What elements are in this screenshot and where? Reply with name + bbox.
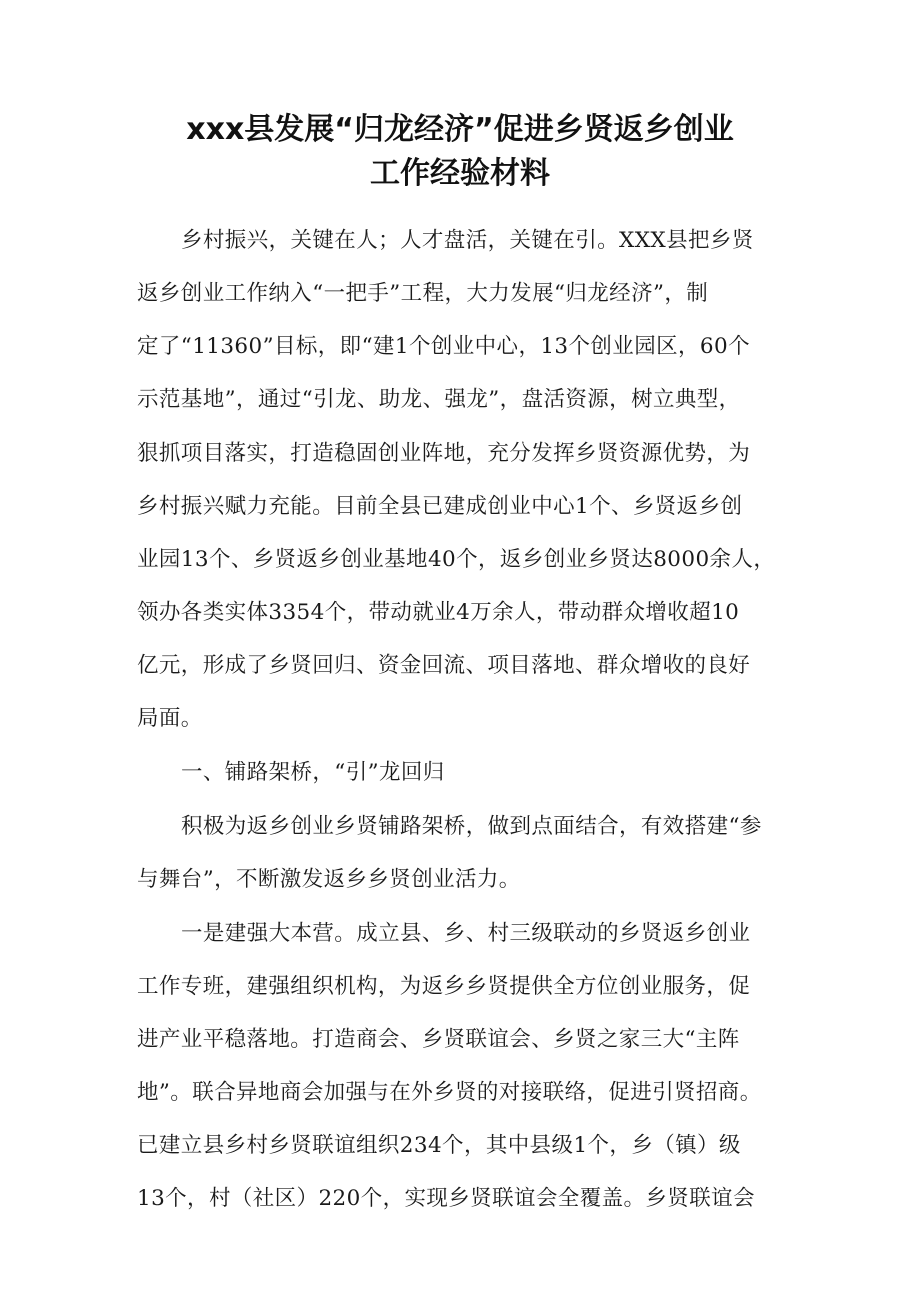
section-1-p1-line-5: 已建立县乡村乡贤联谊组织234个，其中县级1个，乡（镇）级 [137,1133,741,1158]
intro-line-1: 乡村振兴，关键在人；人才盘活，关键在引。XXX县把乡贤 [181,228,754,253]
intro-line-7: 业园13个、乡贤返乡创业基地40个，返乡创业乡贤达8000余人， [137,547,776,572]
section-1-intro-line-1: 积极为返乡创业乡贤铺路架桥，做到点面结合，有效搭建“参 [181,814,762,839]
intro-line-10: 局面。 [137,706,203,731]
document-title-line-2: 工作经验材料 [370,156,550,191]
intro-line-4: 示范基地”，通过“引龙、助龙、强龙”，盘活资源，树立典型， [137,387,741,412]
intro-line-2: 返乡创业工作纳入“一把手”工程，大力发展“归龙经济”，制 [137,281,709,306]
intro-line-6: 乡村振兴赋力充能。目前全县已建成创业中心1个、乡贤返乡创 [137,494,743,519]
section-1-p1-line-3: 进产业平稳落地。打造商会、乡贤联谊会、乡贤之家三大“主阵 [137,1027,740,1052]
intro-line-5: 狠抓项目落实，打造稳固创业阵地，充分发挥乡贤资源优势，为 [137,441,751,466]
intro-line-8: 领办各类实体3354个，带动就业4万余人，带动群众增收超10 [137,600,740,625]
section-1-intro-line-2: 与舞台”，不断激发返乡乡贤创业活力。 [137,867,521,892]
section-1-p1-line-6: 13个，村（社区）220个，实现乡贤联谊会全覆盖。乡贤联谊会 [137,1186,755,1211]
intro-line-3: 定了“11360”目标，即“建1个创业中心，13个创业园区，60个 [137,334,750,359]
section-1-p1-line-4: 地”。联合异地商会加强与在外乡贤的对接联络，促进引贤招商。 [137,1080,762,1105]
section-1-p1-line-1: 一是建强大本营。成立县、乡、村三级联动的乡贤返乡创业 [181,921,751,946]
intro-line-9: 亿元，形成了乡贤回归、资金回流、项目落地、群众增收的良好 [137,653,751,678]
section-1-heading: 一、铺路架桥，“引”龙回归 [181,760,445,785]
document-title-line-1: xxx县发展“归龙经济”促进乡贤返乡创业 [186,112,734,147]
section-1-p1-line-2: 工作专班，建强组织机构，为返乡乡贤提供全方位创业服务，促 [137,974,751,999]
